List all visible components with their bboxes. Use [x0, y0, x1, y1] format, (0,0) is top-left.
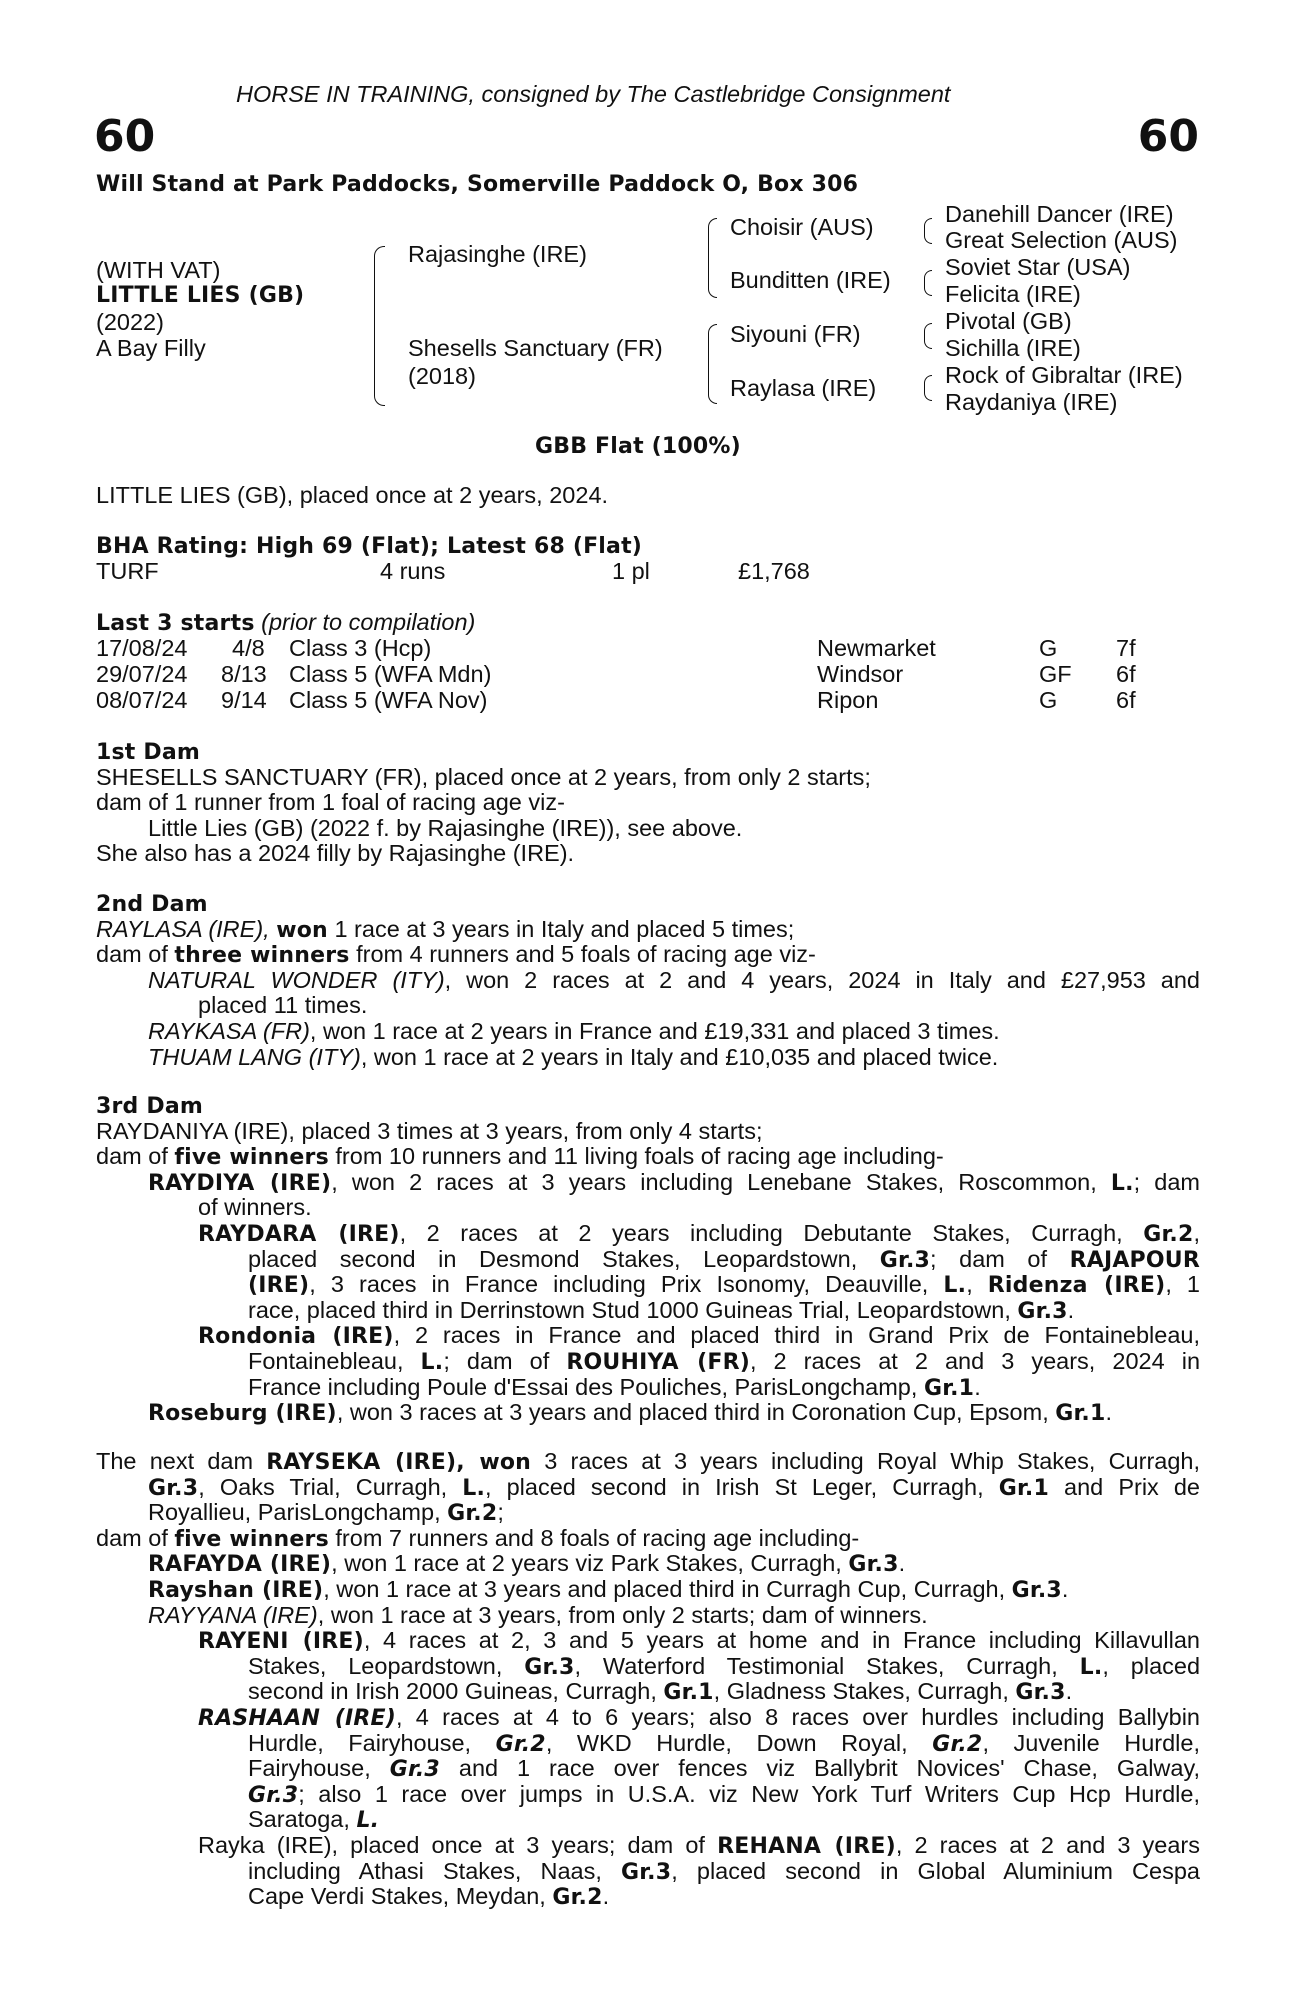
rating-earnings: £1,768	[738, 558, 810, 584]
race-record: ; also 1 race over jumps in U.S.A. viz New York Turf Writers Cup Hcp Hurdle,	[298, 1780, 1200, 1807]
dam-record: RAYDANIYA (IRE), placed 3 times at 3 years, from only 4 starts;	[96, 1117, 763, 1144]
first-dam-line: She also has a 2024 filly by Rajasinghe (IRE).	[96, 840, 575, 867]
winners-count: five winners	[174, 1145, 329, 1171]
progeny-name: (IRE)	[248, 1273, 310, 1299]
race-record: ; dam of	[443, 1347, 550, 1374]
race-record: placed 11 times.	[198, 992, 368, 1019]
grade: Gr.2	[552, 1885, 603, 1911]
last-starts-note: (prior to compilation)	[261, 609, 476, 635]
pedigree-brace-dam	[708, 324, 717, 404]
pedigree-brace-g3	[924, 323, 932, 349]
grade: Gr.1	[663, 1680, 714, 1706]
grade: Gr.3	[879, 1247, 931, 1273]
pedigree-g1: Danehill Dancer (IRE)	[945, 201, 1174, 227]
start-going: G	[1039, 635, 1058, 661]
grade: Gr.3	[1017, 1298, 1068, 1324]
progeny-name: RAYENI (IRE)	[198, 1629, 364, 1655]
pedigree-brace-g4	[924, 375, 932, 401]
race-record: ; dam of	[930, 1245, 1048, 1272]
grade: Gr.2	[1143, 1221, 1194, 1247]
progeny-name: RAYKASA (FR)	[148, 1017, 310, 1044]
pedigree-sire-sire: Choisir (AUS)	[730, 214, 874, 240]
start-course: Ripon	[817, 687, 879, 713]
text: from 10 runners and 11 living foals of racing age including-	[335, 1143, 944, 1170]
progeny-name: RAYDIYA (IRE)	[148, 1170, 332, 1196]
consignment-line: HORSE IN TRAINING, consigned by The Castlebridge Consignment	[236, 81, 951, 107]
second-dam-heading: 2nd Dam	[96, 892, 208, 917]
text: dam of	[96, 1143, 168, 1170]
pedigree-dam-year: (2018)	[408, 363, 476, 389]
dam-name: RAYLASA (IRE),	[96, 915, 270, 942]
race-record: 3 races at 3 years including Royal Whip Stakes, Curragh,	[544, 1448, 1201, 1474]
progeny-name: ROUHIYA (FR)	[566, 1349, 750, 1375]
bha-rating-heading: BHA Rating: High 69 (Flat); Latest 68 (Flat)	[96, 534, 643, 559]
race-record: , placed second in Irish St Leger, Curragh,	[485, 1473, 984, 1500]
third-dam-heading: 3rd Dam	[96, 1094, 203, 1119]
pedigree-dam: Shesells Sanctuary (FR)	[408, 335, 663, 361]
lot-number-right: 60	[1137, 111, 1199, 162]
stand-location: Will Stand at Park Paddocks, Somerville Paddock O, Box 306	[96, 172, 859, 197]
text: dam of	[96, 1524, 168, 1551]
grade: Gr.3	[148, 1475, 199, 1501]
text: dam of	[96, 941, 168, 968]
won-label: won	[276, 917, 328, 943]
text: .	[1065, 1678, 1073, 1705]
start-going: GF	[1039, 661, 1072, 687]
pedigree-g8: Raydaniya (IRE)	[945, 389, 1118, 415]
rating-runs: 4 runs	[380, 558, 446, 584]
pedigree-g6: Sichilla (IRE)	[945, 335, 1081, 361]
race-record: , won 1 race at 3 years, from only 2 starts; dam of winners.	[317, 1601, 928, 1628]
race-record: Cape Verdi Stakes, Meydan,	[248, 1883, 546, 1910]
grade: L.	[462, 1475, 486, 1501]
progeny-name: THUAM LANG (ITY)	[148, 1043, 361, 1070]
race-record: of winners.	[198, 1194, 312, 1221]
grade: Gr.3	[248, 1782, 299, 1808]
progeny-name: NATURAL WONDER (ITY)	[148, 966, 445, 993]
start-going: G	[1039, 687, 1058, 713]
race-record: 1 race at 3 years in Italy and placed 5 times;	[334, 915, 795, 942]
race-record: , WKD Hurdle, Down Royal,	[545, 1729, 908, 1756]
start-class: Class 5 (WFA Mdn)	[289, 661, 492, 687]
race-record: including Athasi Stakes, Naas,	[248, 1857, 602, 1884]
race-record: , 4 races at 2, 3 and 5 years at home and in France including Killavullan	[363, 1627, 1200, 1654]
horse-summary: LITTLE LIES (GB), placed once at 2 years, 2024.	[96, 482, 609, 508]
grade: L.	[1079, 1654, 1103, 1680]
race-record: and Prix de	[1064, 1473, 1200, 1500]
pedigree-brace-sire	[708, 218, 717, 298]
text: .	[1105, 1399, 1113, 1426]
lot-number-left: 60	[94, 111, 156, 162]
progeny-name: REHANA (IRE)	[717, 1833, 896, 1859]
race-record: Hurdle, Fairyhouse,	[248, 1729, 472, 1756]
race-record: Royallieu, ParisLongchamp,	[148, 1499, 441, 1526]
grade: L.	[1110, 1170, 1134, 1196]
grade: Gr.2	[447, 1501, 498, 1527]
race-record: , won 3 races at 3 years and placed third in Coronation Cup, Epsom,	[336, 1399, 1049, 1426]
grade: Gr.1	[998, 1475, 1049, 1501]
pedigree-g3: Soviet Star (USA)	[945, 254, 1131, 280]
grade: Gr.3	[524, 1654, 575, 1680]
pedigree-brace-g1	[924, 218, 932, 244]
last-starts-heading	[96, 610, 475, 637]
race-record: Rayka (IRE), placed once at 3 years; dam of	[198, 1831, 705, 1858]
pedigree-g2: Great Selection (AUS)	[945, 227, 1178, 253]
race-record: , placed second in Global Aluminium Cespa	[671, 1857, 1200, 1884]
dam-name: RAYSEKA (IRE), won	[266, 1450, 532, 1475]
progeny-name: Ridenza (IRE)	[987, 1273, 1166, 1299]
grade: Gr.2	[932, 1731, 983, 1757]
start-course: Newmarket	[817, 635, 936, 661]
grade: Gr.3	[848, 1552, 899, 1578]
first-dam-section	[96, 739, 1200, 867]
third-dam-section	[96, 1093, 1200, 1426]
text: .	[1067, 1296, 1075, 1323]
start-date: 08/07/24	[96, 687, 188, 713]
winners-count: three winners	[174, 943, 350, 969]
progeny-name: RAYYANA (IRE)	[148, 1601, 318, 1628]
first-dam-line: dam of 1 runner from 1 foal of racing age viz-	[96, 789, 565, 816]
progeny-name: Rayshan (IRE)	[148, 1577, 324, 1603]
race-record: France including Poule d'Essai des Pouliches, ParisLongchamp,	[248, 1373, 918, 1400]
progeny-name: Roseburg (IRE)	[148, 1401, 337, 1427]
vat-note: (WITH VAT)	[96, 257, 221, 283]
winners-count: five winners	[174, 1526, 329, 1552]
race-record: , won 2 races at 2 and 4 years, 2024 in Italy and £27,953 and	[444, 966, 1200, 993]
race-record: and 1 race over fences viz Ballybrit Novices' Chase, Galway,	[458, 1755, 1201, 1782]
text: .	[1061, 1575, 1069, 1602]
race-record: , won 1 race at 2 years viz Park Stakes, Curragh,	[331, 1550, 842, 1577]
race-record: , placed	[1102, 1652, 1201, 1679]
race-record: , won 1 race at 2 years in Italy and £10,035 and placed twice.	[360, 1043, 999, 1070]
race-record: ; dam	[1133, 1168, 1201, 1195]
start-position: 4/8	[232, 635, 265, 661]
first-dam-line: Little Lies (GB) (2022 f. by Rajasinghe (IRE)), see above.	[148, 814, 743, 841]
race-record: , Waterford Testimonial Stakes, Curragh,	[574, 1652, 1058, 1679]
pedigree-sire-dam: Bunditten (IRE)	[730, 267, 891, 293]
race-record: , 3 races in France including Prix Isonomy, Deauville,	[309, 1271, 929, 1298]
text: .	[898, 1550, 906, 1577]
pedigree-sire: Rajasinghe (IRE)	[408, 241, 587, 267]
race-record: placed second in Desmond Stakes, Leopardstown,	[248, 1245, 858, 1272]
first-dam-line: SHESELLS SANCTUARY (FR), placed once at 2 years, from only 2 starts;	[96, 763, 871, 790]
text: ;	[497, 1499, 504, 1526]
start-position: 8/13	[221, 661, 267, 687]
race-record: , Oaks Trial, Curragh,	[198, 1473, 448, 1500]
progeny-name: RAFAYDA (IRE)	[148, 1552, 332, 1578]
race-record: , won 1 race at 2 years in France and £19,331 and placed 3 times.	[309, 1017, 1000, 1044]
progeny-name: RAYDARA (IRE)	[198, 1221, 400, 1247]
race-record: Saratoga,	[248, 1806, 350, 1833]
pedigree-brace-main	[374, 246, 385, 406]
race-record: , Gladness Stakes, Curragh,	[713, 1678, 1009, 1705]
race-record: , won 1 race at 3 years and placed third in Curragh Cup, Curragh,	[323, 1575, 1006, 1602]
progeny-name: RASHAAN (IRE)	[198, 1705, 396, 1731]
text: .	[602, 1883, 610, 1910]
grade: L.	[356, 1808, 380, 1834]
start-date: 17/08/24	[96, 635, 188, 661]
race-record: race, placed third in Derrinstown Stud 1000 Guineas Trial, Leopardstown,	[248, 1296, 1011, 1323]
grade: Gr.1	[1055, 1401, 1106, 1427]
race-record: Fontainebleau,	[248, 1347, 404, 1374]
grade: L.	[943, 1273, 967, 1299]
text: ,	[1193, 1219, 1201, 1246]
start-course: Windsor	[817, 661, 904, 687]
start-distance: 6f	[1116, 687, 1136, 713]
text: from 4 runners and 5 foals of racing age viz-	[356, 941, 816, 968]
gbb-rating: GBB Flat (100%)	[535, 434, 741, 459]
grade: Gr.3	[620, 1859, 672, 1885]
start-class: Class 5 (WFA Nov)	[289, 687, 488, 713]
race-record: , 2 races at 2 and 3 years, 2024 in	[749, 1347, 1201, 1374]
race-record: , 2 races in France and placed third in Grand Prix de Fontainebleau,	[393, 1322, 1200, 1349]
start-distance: 6f	[1116, 661, 1136, 687]
second-dam-section	[96, 891, 1200, 1070]
race-record: , 2 races at 2 years including Debutante Stakes, Curragh,	[399, 1219, 1123, 1246]
rating-surface: TURF	[96, 558, 159, 584]
horse-year: (2022)	[96, 309, 164, 335]
grade: Gr.3	[1011, 1577, 1062, 1603]
grade: Gr.3	[389, 1757, 440, 1783]
grade: Gr.3	[1015, 1680, 1066, 1706]
grade: Gr.2	[495, 1731, 546, 1757]
pedigree-brace-g2	[924, 270, 932, 296]
pedigree-dam-sire: Siyouni (FR)	[730, 321, 861, 347]
pedigree-dam-dam: Raylasa (IRE)	[730, 375, 877, 401]
pedigree-g7: Rock of Gibraltar (IRE)	[945, 362, 1183, 388]
start-position: 9/14	[221, 687, 267, 713]
progeny-name: Rondonia (IRE)	[198, 1324, 394, 1350]
start-distance: 7f	[1116, 635, 1136, 661]
grade: Gr.1	[923, 1375, 975, 1401]
start-date: 29/07/24	[96, 661, 188, 687]
start-class: Class 3 (Hcp)	[289, 635, 432, 661]
grade: L.	[420, 1349, 444, 1375]
text: The next dam	[96, 1448, 254, 1474]
text: from 7 runners and 8 foals of racing age including-	[335, 1524, 860, 1551]
pedigree-g5: Pivotal (GB)	[945, 308, 1072, 334]
race-record: , won 2 races at 3 years including Lenebane Stakes, Roscommon,	[331, 1168, 1097, 1195]
text: , 1	[1165, 1271, 1200, 1298]
first-dam-heading: 1st Dam	[96, 740, 201, 765]
next-dam-section	[96, 1449, 1200, 1910]
rating-placed: 1 pl	[612, 558, 650, 584]
text: ,	[966, 1271, 973, 1298]
race-record: , 4 races at 4 to 6 years; also 8 races over hurdles including Ballybin	[395, 1703, 1200, 1730]
pedigree-g4: Felicita (IRE)	[945, 281, 1081, 307]
race-record: Stakes, Leopardstown,	[248, 1652, 503, 1679]
text: .	[974, 1373, 981, 1400]
progeny-name: RAJAPOUR	[1069, 1247, 1200, 1273]
race-record: Fairyhouse,	[248, 1755, 371, 1782]
last-starts-title: Last 3 starts	[96, 611, 255, 636]
horse-description: A Bay Filly	[96, 335, 206, 361]
horse-name: LITTLE LIES (GB)	[96, 283, 305, 308]
race-record: , 2 races at 2 and 3 years	[895, 1831, 1201, 1858]
race-record: , Juvenile Hurdle,	[982, 1729, 1200, 1756]
race-record: second in Irish 2000 Guineas, Curragh,	[248, 1678, 657, 1705]
